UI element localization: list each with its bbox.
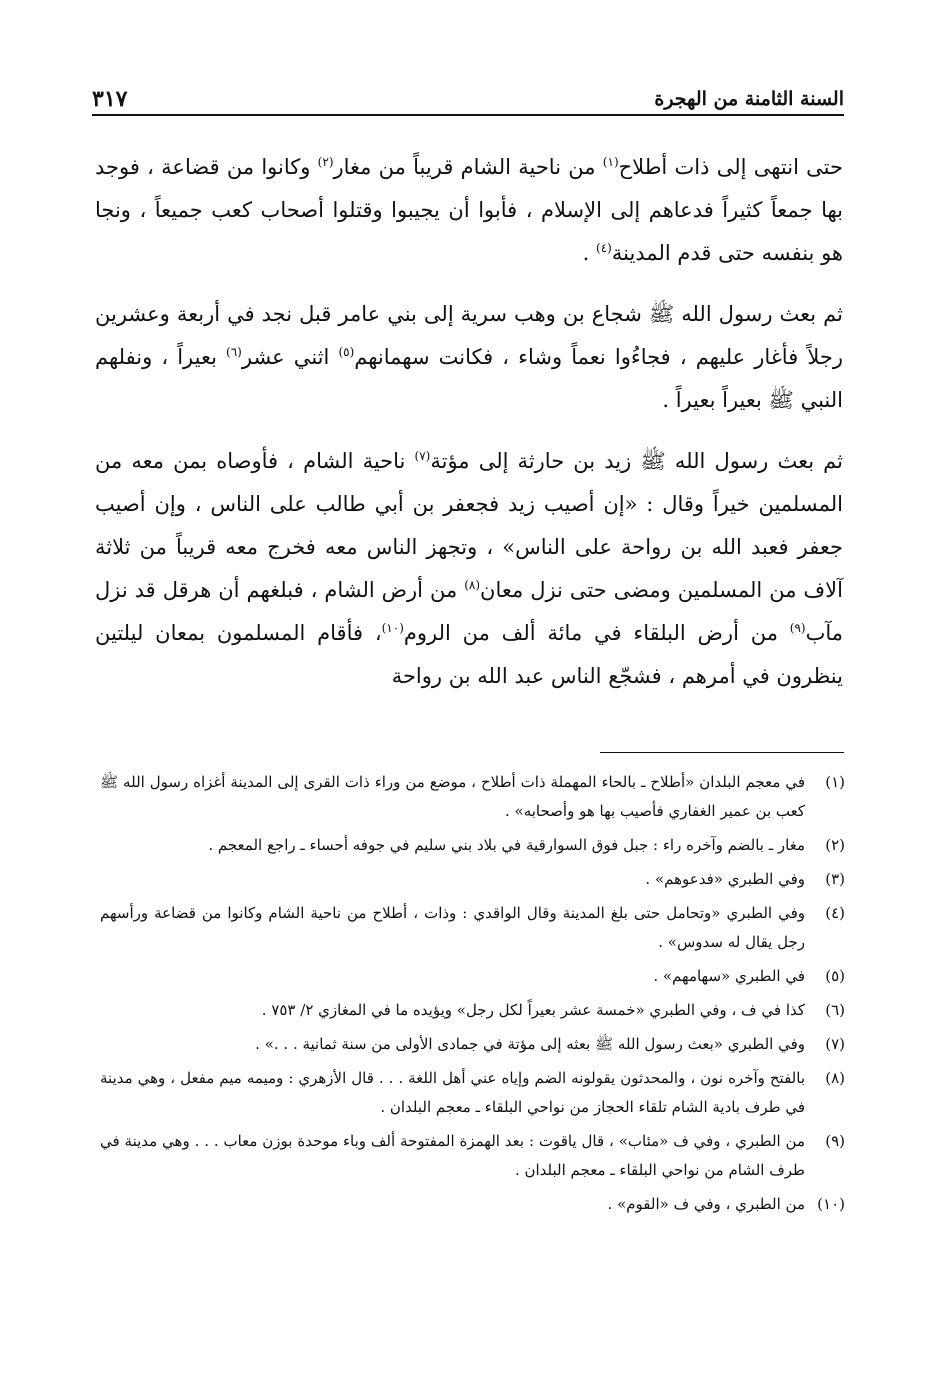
paragraph-1 [95, 146, 843, 275]
footnote-number: (٨) [825, 1069, 845, 1087]
footnote-6 [100, 996, 845, 1025]
footnote-9 [100, 1127, 845, 1185]
text-run: اثني عشر [241, 345, 339, 369]
footnote-number: (٦) [825, 1001, 845, 1019]
footnote-5 [100, 962, 845, 991]
text-run: وكانوا من قضاعة ، فوجد بها جمعاً كثيراً فدعاهم إلى الإسلام ، فأبوا أن يجيبوا وقتلوا أصحاب كعب جميعاً ، ونجا هو بنفسه حتى قدم المدينة [95, 155, 843, 265]
footnotes [100, 768, 845, 1224]
footnote-ref: (١) [602, 155, 619, 169]
footnote-8 [100, 1064, 845, 1122]
footnote-ref: (١٠) [381, 621, 404, 635]
footnote-3 [100, 865, 845, 894]
footnote-text: من الطبري ، وفي ف «القوم» . [607, 1195, 805, 1213]
text-run: ثم بعث رسول الله ﷺ زيد بن حارثة إلى مؤتة [430, 449, 843, 473]
text-run: ثم بعث رسول الله ﷺ شجاع بن وهب سرية إلى بني عامر قبل نجد في أربعة وعشرين رجلاً فأغار عليهم ، فجاءُوا نعماً وشاء ، فكانت سهمانهم [95, 302, 843, 369]
footnote-number: (٣) [825, 870, 845, 888]
paragraph-3 [95, 440, 843, 698]
footnote-number: (٧) [825, 1035, 845, 1053]
text-run: حتى انتهى إلى ذات أطلاح [618, 155, 843, 179]
text-run: ناحية الشام ، فأوصاه بمن معه من المسلمين خيراً وقال : «إن أصيب زيد فجعفر بن أبي طالب على الناس ، وإن أصيب جعفر فعبد الله بن رواحة على الناس» ، وتجهز الناس معه فخرج معه قريباً من ثلاثة آلاف من المسلمين ومضى حتى نزل معان [95, 449, 843, 602]
footnote-text: وفي الطبري «بعث رسول الله ﷺ بعثه إلى مؤتة في جمادى الأولى من سنة ثمانية . . .» . [255, 1035, 805, 1053]
footnote-number: (١) [825, 773, 845, 791]
footnote-7 [100, 1030, 845, 1059]
footnote-text: كذا في ف ، وفي الطبري «خمسة عشر بعيراً لكل رجل» ويؤيده ما في المغازي ٢/ ٧٥٣ . [261, 1001, 805, 1019]
footnote-10 [100, 1190, 845, 1219]
text-run: بعيراً ، ونفلهم النبي ﷺ بعيراً بعيراً . [95, 345, 843, 412]
footnote-4 [100, 899, 845, 957]
footnote-text: وفي الطبري «وتحامل حتى بلغ المدينة وقال الواقدي : وذات ، أطلاح من ناحية الشام وكانوا من قضاعة ورأسهم رجل يقال له سدوس» . [100, 904, 805, 951]
text-run: من أرض الشام ، فبلغهم أن هرقل قد نزل مآب [95, 578, 843, 645]
footnote-number: (١٠) [817, 1195, 845, 1213]
running-title: السنة الثامنة من الهجرة [654, 88, 844, 110]
footnote-text: في الطبري «سهامهم» . [653, 967, 805, 985]
paragraph-2 [95, 293, 843, 422]
page-number: ٣١٧ [92, 86, 128, 112]
footnote-number: (٤) [825, 904, 845, 922]
footnote-ref: (٤) [596, 241, 612, 255]
footnote-2 [100, 831, 845, 860]
text-run: من ناحية الشام قريباً من مغار [333, 155, 603, 179]
footnote-text: بالفتح وآخره نون ، والمحدثون يقولونه الضم وإياه عني أهل اللغة . . . قال الأزهري : وميمه ميم مفعل ، وهي مدينة في طرف بادية الشام تلقاء الحجاز من نواحي البلقاء ـ معجم البلدان . [100, 1069, 805, 1116]
footnote-1 [100, 768, 845, 826]
footnote-ref: (٢) [317, 155, 334, 169]
footnote-ref: (٨) [464, 578, 481, 592]
footnote-number: (٥) [825, 967, 845, 985]
footnote-ref: (٧) [414, 449, 431, 463]
text-run: ، فأقام المسلمون بمعان ليلتين ينظرون في أمرهم ، فشجّع الناس عبد الله بن رواحة [95, 621, 843, 688]
main-text [95, 146, 843, 716]
text-run: من أرض البلقاء في مائة ألف من الروم [403, 621, 790, 645]
footnote-number: (٩) [825, 1132, 845, 1150]
footnote-number: (٢) [825, 836, 845, 854]
page-header [92, 80, 844, 116]
footnote-ref: (٩) [789, 621, 806, 635]
footnote-ref: (٦) [226, 345, 242, 359]
text-run: . [582, 241, 597, 265]
footnote-text: مغار ـ بالضم وآخره راء : جبل فوق السوارقية في بلاد بني سليم في جوفه أحساء ـ راجع المعجم . [208, 836, 805, 854]
footnote-separator [600, 752, 844, 753]
footnote-ref: (٥) [338, 345, 355, 359]
footnote-text: وفي الطبري «فدعوهم» . [645, 870, 805, 888]
footnote-text: من الطبري ، وفي ف «مئاب» ، قال ياقوت : بعد الهمزة المفتوحة ألف وباء موحدة بوزن معاب . . . وهي مدينة في طرف الشام من نواحي البلقاء ـ معجم البلدان . [100, 1132, 805, 1179]
footnote-text: في معجم البلدان «أطلاح ـ بالحاء المهملة ذات أطلاح ، موضع من وراء ذات القرى إلى المدينة أغزاه رسول الله ﷺ كعب بن عمير الغفاري فأصيب بها هو وأصحابه» . [100, 773, 805, 820]
